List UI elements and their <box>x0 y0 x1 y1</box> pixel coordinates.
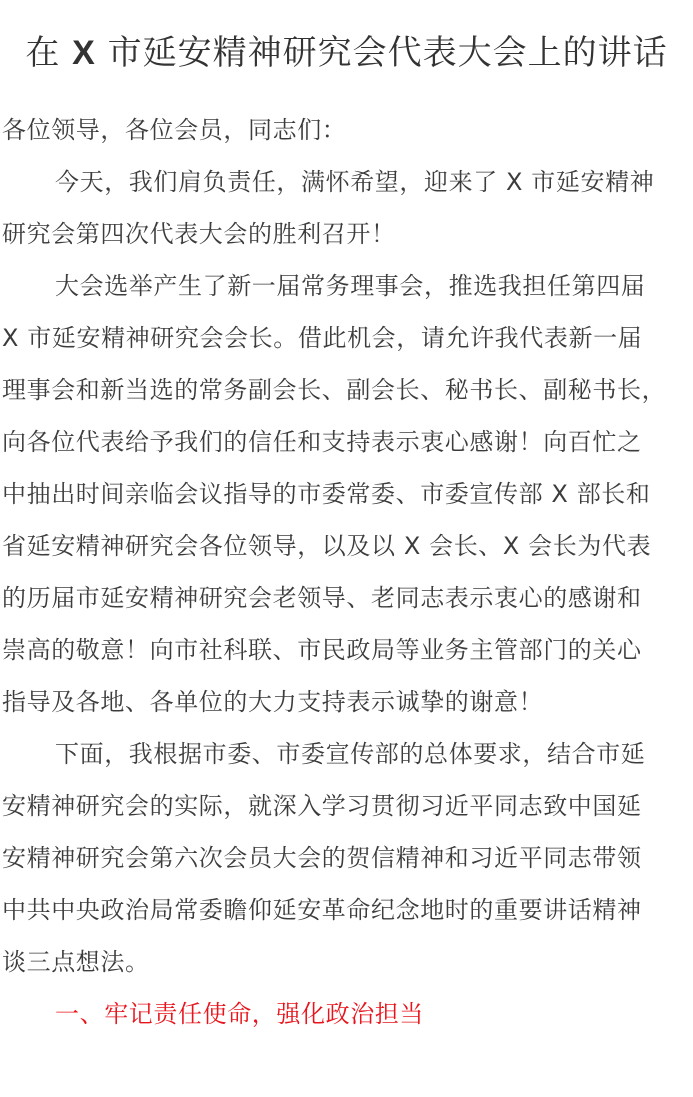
paragraph-line: 下面，我根据市委、市委宣传部的总体要求，结合市延 <box>55 740 646 768</box>
document-title <box>0 28 693 78</box>
paragraph-line: 中抽出时间亲临会议指导的市委常委、市委宣传部 X 部长和 <box>2 480 651 508</box>
paragraph-line: 安精神研究会第六次会员大会的贺信精神和习近平同志带领 <box>2 844 642 872</box>
title-suffix: 市延安精神研究会代表大会上的讲话 <box>95 33 668 73</box>
paragraph-line: 省延安精神研究会各位领导，以及以 X 会长、X 会长为代表 <box>2 532 652 560</box>
paragraph-line: 的历届市延安精神研究会老领导、老同志表示衷心的感谢和 <box>2 584 642 612</box>
paragraph-line: 指导及各地、各单位的大力支持表示诚挚的谢意！ <box>2 688 544 716</box>
paragraph-line: 向各位代表给予我们的信任和支持表示衷心感谢！向百忙之 <box>2 428 642 456</box>
section-heading: 一、牢记责任使命，强化政治担当 <box>55 1000 424 1028</box>
paragraph-line: 研究会第四次代表大会的胜利召开！ <box>2 220 396 248</box>
paragraph-line: 安精神研究会的实际，就深入学习贯彻习近平同志致中国延 <box>2 792 642 820</box>
paragraph-line: 中共中央政治局常委瞻仰延安革命纪念地时的重要讲话精神 <box>2 896 642 924</box>
paragraph-line: 理事会和新当选的常务副会长、副会长、秘书长、副秘书长， <box>2 376 667 404</box>
paragraph-line: 今天，我们肩负责任，满怀希望，迎来了 X 市延安精神 <box>55 168 655 196</box>
title-prefix: 在 <box>25 33 73 73</box>
paragraph-line: 谈三点想法。 <box>2 948 150 976</box>
paragraph-line: X 市延安精神研究会会长。借此机会，请允许我代表新一届 <box>2 324 643 352</box>
paragraph-line: 大会选举产生了新一届常务理事会，推选我担任第四届 <box>55 272 646 300</box>
paragraph-line: 崇高的敬意！向市社科联、市民政局等业务主管部门的关心 <box>2 636 642 664</box>
salutation-line: 各位领导，各位会员，同志们： <box>2 116 347 144</box>
title-x: X <box>72 34 96 72</box>
